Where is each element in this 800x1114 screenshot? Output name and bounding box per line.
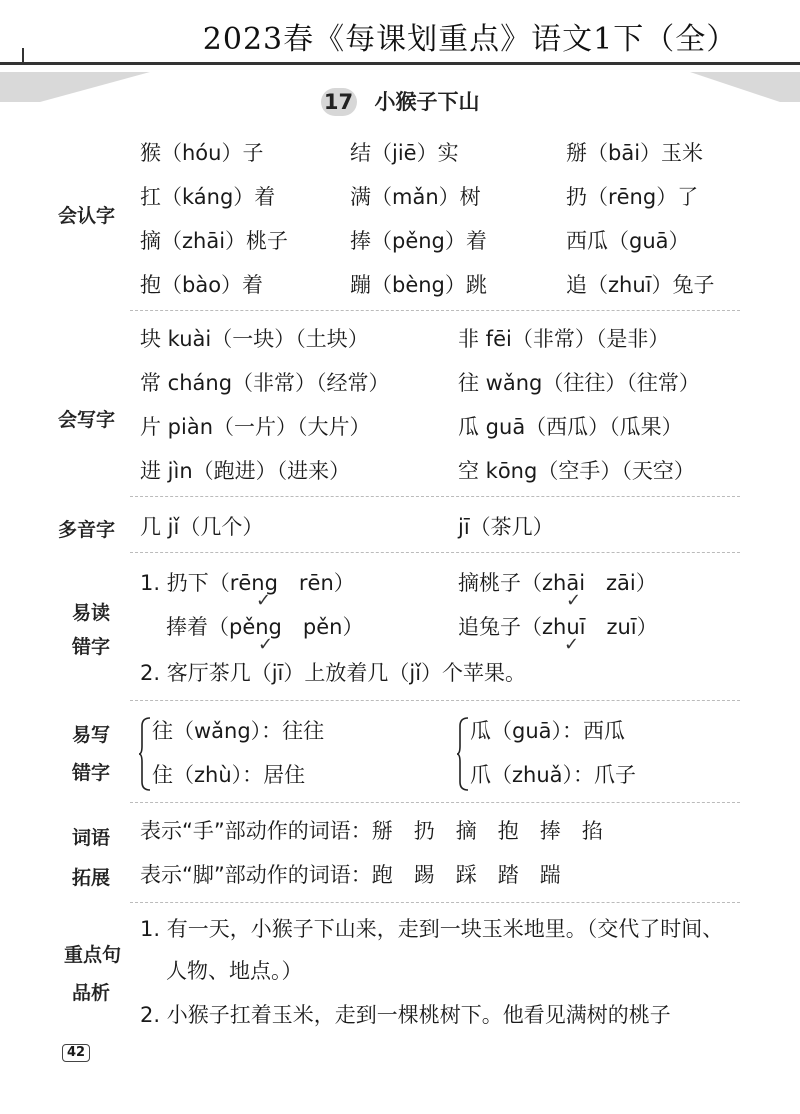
zhongdianju-line: 人物、地点。） <box>166 959 303 983</box>
label-line: 错字 <box>72 762 111 784</box>
section-divider <box>130 700 740 701</box>
correct-check-mark: ✓ <box>566 590 582 611</box>
label-line: 易读 <box>72 602 111 624</box>
header-rule <box>0 62 800 65</box>
lesson-title: 小猴子下山 <box>374 90 480 114</box>
huirenzi-item: 扔（rēng）了 <box>566 185 699 209</box>
zhongdianju-line: 1. 有一天，小猴子下山来，走到一块玉米地里。（交代了时间、 <box>140 917 724 941</box>
duoyinzi-item: 几 jǐ（几个） <box>140 515 264 539</box>
yiducuozi-item: 1. 扔下（rēng rēn） <box>140 571 355 595</box>
section-label-huixiezi: 会写字 <box>58 409 116 431</box>
lesson-heading <box>0 86 800 116</box>
huixiezi-item: 进 jìn（跑进）（进来） <box>140 459 351 483</box>
label-line: 拓展 <box>72 867 111 889</box>
book-title: 2023春《每课划重点》语文1下（全） <box>202 22 738 57</box>
correct-check-mark: ✓ <box>564 634 580 655</box>
correct-check-mark: ✓ <box>258 634 274 655</box>
yiducuozi-item: 追兔子（zhuī zuī） <box>458 615 658 639</box>
huixiezi-item: 瓜 guā（西瓜）（瓜果） <box>458 415 683 439</box>
huirenzi-item: 摘（zhāi）桃子 <box>140 229 289 253</box>
yiducuozi-item: 摘桃子（zhāi zāi） <box>458 571 657 595</box>
section-divider <box>130 902 740 903</box>
yixiecuozi-item: 住（zhù）：居住 <box>152 763 306 787</box>
huirenzi-item: 抱（bào）着 <box>140 273 264 297</box>
correct-check-mark: ✓ <box>256 590 272 611</box>
lesson-number: 17 <box>321 88 357 116</box>
label-line: 词语 <box>72 827 111 849</box>
ciyutuozhan-line: 表示“手”部动作的词语：掰 扔 摘 抱 捧 掐 <box>140 819 603 843</box>
section-label-huirenzi: 会认字 <box>58 205 116 227</box>
yiducuozi-item: 捧着（pěng pěn） <box>166 615 364 639</box>
huixiezi-item: 常 cháng（非常）（经常） <box>140 371 390 395</box>
huixiezi-item: 片 piàn（一片）（大片） <box>140 415 371 439</box>
huirenzi-item: 结（jiē）实 <box>350 141 459 165</box>
section-label-duoyinzi: 多音字 <box>58 519 116 541</box>
huirenzi-item: 捧（pěng）着 <box>350 229 487 253</box>
huirenzi-item: 扛（káng）着 <box>140 185 276 209</box>
huixiezi-item: 往 wǎng（往往）（往常） <box>458 371 700 395</box>
left-brace-icon <box>456 716 470 792</box>
zhongdianju-line: 2. 小猴子扛着玉米，走到一棵桃树下。他看见满树的桃子 <box>140 1003 671 1027</box>
label-line: 错字 <box>72 636 111 658</box>
huirenzi-item: 掰（bāi）玉米 <box>566 141 704 165</box>
section-label-zhongdianju <box>58 936 138 1012</box>
yixiecuozi-item: 瓜（guā）：西瓜 <box>470 719 626 743</box>
label-line: 重点句 <box>64 944 122 966</box>
label-line: 易写 <box>72 724 111 746</box>
huirenzi-item: 西瓜（guā） <box>566 229 690 253</box>
page-number: 42 <box>62 1044 90 1062</box>
yiducuozi-sentence: 2. 客厅茶几（jī）上放着几（jǐ）个苹果。 <box>140 661 527 685</box>
yixiecuozi-item: 往（wǎng）：往往 <box>152 719 325 743</box>
duoyinzi-item: jī（茶几） <box>458 515 554 539</box>
huirenzi-item: 猴（hóu）子 <box>140 141 264 165</box>
huirenzi-item: 满（mǎn）树 <box>350 185 481 209</box>
section-divider <box>130 552 740 553</box>
huixiezi-item: 块 kuài（一块）（土块） <box>140 327 369 351</box>
yixiecuozi-item: 爪（zhuǎ）：爪子 <box>470 763 637 787</box>
section-label-yixiecuozi <box>58 716 138 792</box>
section-label-ciyutuozhan <box>58 818 138 898</box>
section-divider <box>130 310 740 311</box>
section-divider <box>130 802 740 803</box>
section-label-yiducuozi <box>58 596 138 664</box>
huirenzi-item: 追（zhuī）兔子 <box>566 273 715 297</box>
huirenzi-item: 蹦（bèng）跳 <box>350 273 487 297</box>
ciyutuozhan-line: 表示“脚”部动作的词语：跑 踢 踩 踏 踹 <box>140 863 561 887</box>
left-brace-icon <box>138 716 152 792</box>
label-line: 品析 <box>72 982 111 1004</box>
huixiezi-item: 空 kōng（空手）（天空） <box>458 459 695 483</box>
huixiezi-item: 非 fēi（非常）（是非） <box>458 327 670 351</box>
section-divider <box>130 496 740 497</box>
